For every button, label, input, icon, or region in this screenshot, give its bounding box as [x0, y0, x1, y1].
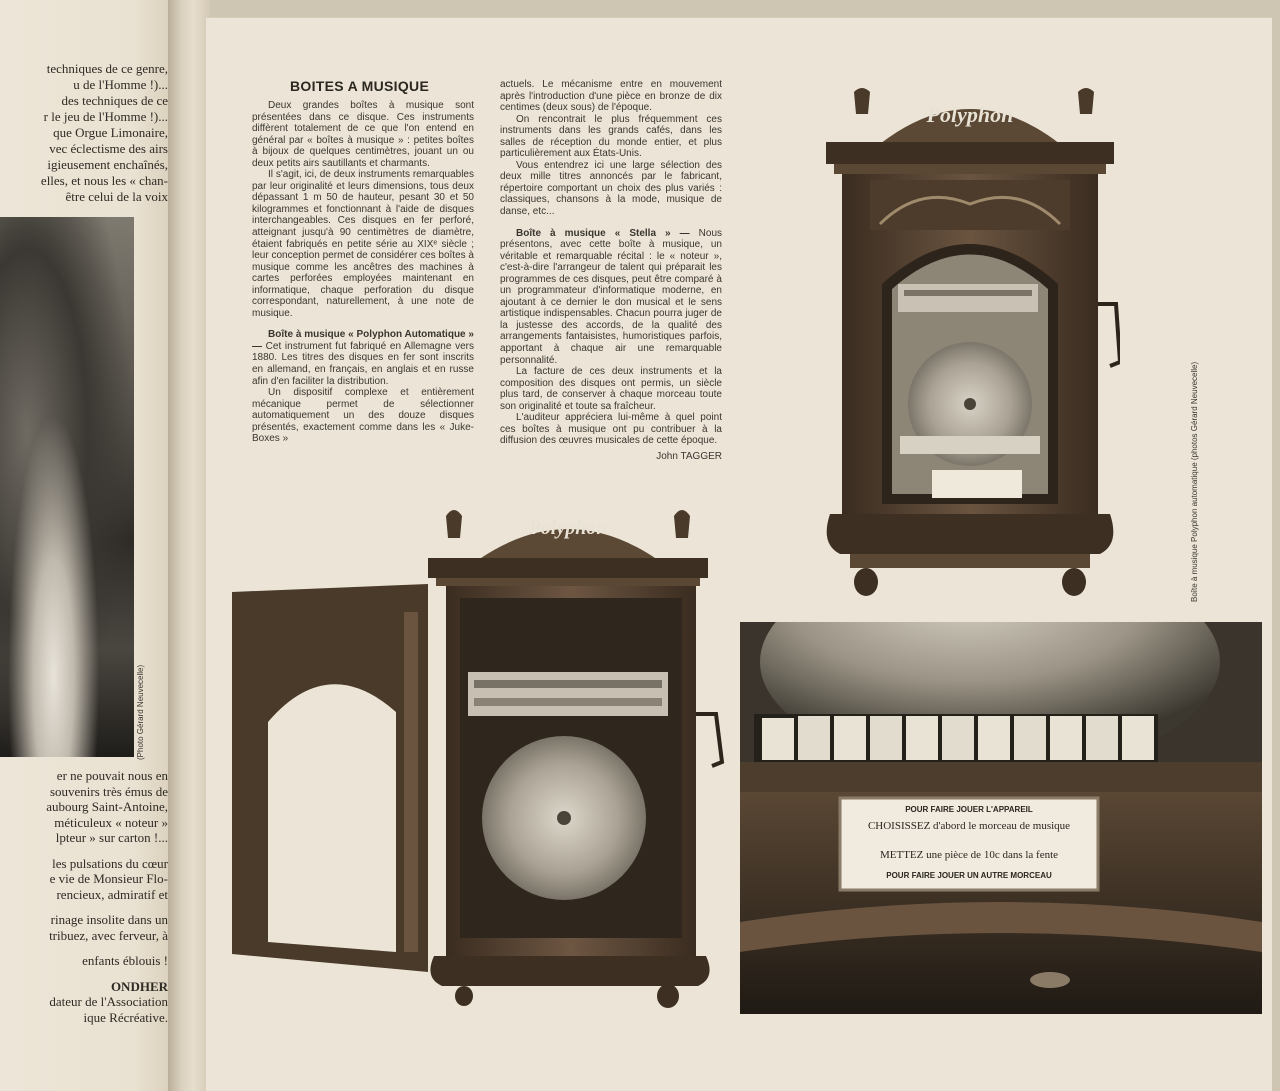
text-line: r le jeu de l'Homme !)...	[43, 109, 168, 124]
text-line: igieusement enchaînés,	[47, 157, 168, 172]
polyphon-open-photo	[228, 502, 728, 1010]
left-photo-credit: (Photo Gérard Neuvecelle)	[136, 664, 145, 760]
top-right-photo-credit: Boîte à musique Polyphon automatique (photos Gérard Neuvecelle)	[1190, 361, 1199, 602]
book-gutter	[168, 0, 210, 1091]
text-line: er ne pouvait nous en	[56, 768, 168, 783]
closeup-photo	[740, 622, 1262, 1014]
article-column-2	[500, 79, 722, 463]
paragraph: L'auditeur appréciera lui-même à quel point ces boîtes à musique ont pu contribuer à la diffusion des œuvres musicales de cette époque.	[500, 412, 722, 447]
polyphon-closed-illustration	[820, 84, 1120, 598]
polyphon-open-illustration	[228, 502, 728, 1010]
text-line: tribuez, avec ferveur, à	[49, 927, 168, 943]
text-line: méticuleux « noteur »	[54, 814, 168, 830]
paragraph: Vous entendrez ici une large sélection des deux mille titres annoncés par le fabricant, répertoire comportant un choix des plus variés : classiques, chansons à la mode, musique de danse, etc...	[500, 159, 722, 218]
article-title: BOITES A MUSIQUE	[290, 78, 430, 94]
signature: John TAGGER	[656, 450, 722, 462]
organ-photo	[0, 217, 134, 757]
closeup-illustration	[740, 622, 1262, 1014]
sign-line-4: POUR FAIRE JOUER UN AUTRE MORCEAU	[886, 871, 1052, 880]
text-line: rinage insolite dans un	[50, 912, 168, 927]
sign-line-3: METTEZ une pièce de 10c dans la fente	[879, 849, 1059, 861]
section-label-stella: Boîte à musique « Stella » —	[516, 227, 690, 239]
text-line: les pulsations du cœur	[52, 855, 168, 871]
paragraph: La facture de ces deux instruments et la composition des disques ont permis, un siècle plus tard, de conserver à chaque morceau toute son originalité et toute sa fraîcheur.	[500, 366, 722, 412]
text-line: rencieux, admiratif et	[56, 886, 168, 902]
text-line: e vie de Monsieur Flo-	[49, 871, 168, 886]
text-line: u de l'Homme !)...	[73, 77, 168, 92]
paragraph	[500, 228, 722, 367]
text-line: elles, et nous les « chan-	[40, 173, 168, 188]
text-line: lpteur » sur carton !...	[55, 830, 168, 845]
paragraph-body: Nous présentons, avec cette boîte à musique, un véritable et remarquable récital : le « noteur », c'est-à-dire l'arrangeur de talent qui préparait les programmes de ces disques, peut être comparé à un programmateur d'informatique moderne, en ajoutant à ce dernier le don musical et le sens artistique indispensables. Chacun pourra juger de la justesse des accords, de la qualité des arrangements fantaisistes, humoristiques parfois, apportant à chaque air une remarquable personnalité.	[500, 227, 723, 366]
text-line: ique Récréative.	[83, 1009, 168, 1025]
text-line: enfants éblouis !	[82, 953, 168, 968]
paragraph: Un dispositif complexe et entièrement mécanique permet de sélectionner automatiquement un des douze disques présentés, exactement comme dans les « Juke-Boxes »	[252, 387, 474, 445]
polyphon-closed-photo	[820, 84, 1120, 598]
left-page-bottom-text	[0, 768, 168, 1025]
paragraph: Il s'agit, ici, de deux instruments remarquables par leur originalité et leurs dimensions, tous deux dépassant 1 m 50 de hauteur, pesant 30 et 50 kilogrammes et fonctionnant à l'aide de disques interchangeables. Ces disques en fer perforé, atteignant jusqu'à 90 centimètres de diamètre, étaient fabriqués en petite série au XIXᵉ siècle ; leur conception permet de considérer ces boîtes à musique comme les ancêtres des machines à cartes perforées employées maintenant en informatique, chaque perforation du disque correspondant, naturellement, à une note de musique.	[252, 169, 474, 319]
crest-text: Polyphon	[528, 517, 608, 539]
article-column-1	[252, 100, 474, 445]
left-page	[0, 0, 168, 1091]
paragraph: On rencontrait le plus fréquemment ces instruments dans les grands cafés, dans les salles de réception du monde entier, et plus particulièrement aux États-Unis.	[500, 113, 722, 160]
paragraph-body: Cet instrument fut fabriqué en Allemagne vers 1880. Les titres des disques en fer sont inscrits en allemand, en français, en anglais et en russe afin d'en faciliter la distribution.	[252, 340, 474, 387]
sign-line-2: CHOISISSEZ d'abord le morceau de musique	[867, 820, 1071, 832]
crest-text: Polyphon	[926, 102, 1014, 127]
paragraph	[252, 329, 474, 387]
text-line: souvenirs très émus de	[49, 783, 168, 799]
text-line: aubourg Saint-Antoine,	[46, 799, 168, 814]
text-line: techniques de ce genre,	[46, 61, 168, 76]
text-line: être celui de la voix	[65, 189, 168, 204]
text-line: que Orgue Limonaire,	[53, 125, 168, 140]
left-page-top-text	[0, 61, 168, 205]
sign-line-1: POUR FAIRE JOUER L'APPAREIL	[905, 805, 1033, 814]
text-line: dateur de l'Association	[49, 994, 168, 1009]
text-line: vec éclectisme des airs	[49, 141, 168, 156]
section-label-polyphon: Boîte à musique « Polyphon Automatique » —	[252, 329, 474, 352]
paragraph: actuels. Le mécanisme entre en mouvement après l'introduction d'une pièce en bronze de dix centimes (deux sous) de l'époque.	[500, 79, 722, 114]
text-line: des techniques de ce	[61, 93, 168, 108]
author-name: ONDHER	[110, 978, 168, 994]
paragraph: Deux grandes boîtes à musique sont présentées dans ce disque. Ces instruments diffèrent totalement de ce que l'on entend en général par « boîtes à musique » : petites boîtes à bijoux de quelques centimètres, jouant un ou deux petits airs sautillants et charmants.	[252, 100, 474, 169]
